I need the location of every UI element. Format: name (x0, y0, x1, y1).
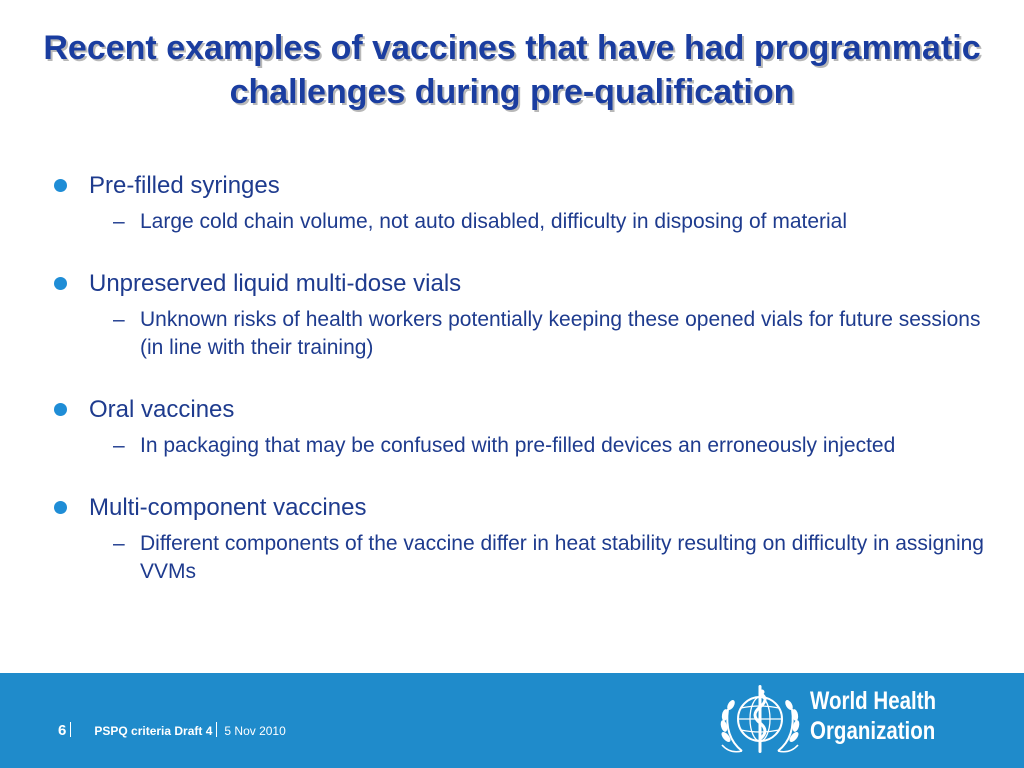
org-name-line-2: Organization (810, 717, 936, 745)
sub-bullet-text: In packaging that may be confused with pre-filled devices an erroneously injected (140, 434, 896, 457)
who-emblem-icon (718, 679, 802, 763)
document-date: 5 Nov 2010 (224, 724, 286, 738)
bullet-dot-icon (54, 403, 67, 416)
bullet-list (52, 168, 992, 616)
sub-bullet-text: Different components of the vaccine differ in heat stability resulting on difficulty in assigning VVMs (140, 532, 984, 583)
dash-icon: – (113, 308, 125, 331)
sub-bullet-text: Unknown risks of health workers potentially keeping these opened vials for future sessions (in line with their training) (140, 308, 981, 359)
bullet-item (52, 392, 992, 460)
dash-icon: – (113, 532, 125, 555)
bullet-item (52, 490, 992, 586)
bullet-label: Pre-filled syringes (89, 172, 280, 199)
bullet-dot-icon (54, 277, 67, 290)
bullet-dot-icon (54, 501, 67, 514)
sub-bullet (89, 208, 992, 236)
sub-bullet (89, 432, 992, 460)
bullet-item (52, 168, 992, 236)
document-name: PSPQ criteria Draft 4 (94, 724, 213, 738)
organization-name (810, 686, 936, 746)
dash-icon: – (113, 210, 125, 233)
bullet-dot-icon (54, 179, 67, 192)
sub-bullet (89, 530, 992, 586)
dash-icon: – (113, 434, 125, 457)
bullet-label: Multi-component vaccines (89, 494, 367, 521)
bullet-item (52, 266, 992, 362)
bullet-label: Unpreserved liquid multi-dose vials (89, 270, 462, 297)
page-number: 6 (58, 722, 67, 739)
sub-bullet (89, 306, 992, 362)
footer-info (58, 722, 286, 740)
slide-title: Recent examples of vaccines that have had programmatic challenges during pre-qualification (43, 29, 981, 111)
org-name-line-1: World Health (810, 687, 937, 715)
bullet-label: Oral vaccines (89, 396, 235, 423)
slide-footer (0, 673, 1024, 768)
footer-separator (70, 722, 71, 737)
sub-bullet-text: Large cold chain volume, not auto disabled, difficulty in disposing of material (140, 210, 848, 233)
footer-separator (216, 722, 217, 737)
